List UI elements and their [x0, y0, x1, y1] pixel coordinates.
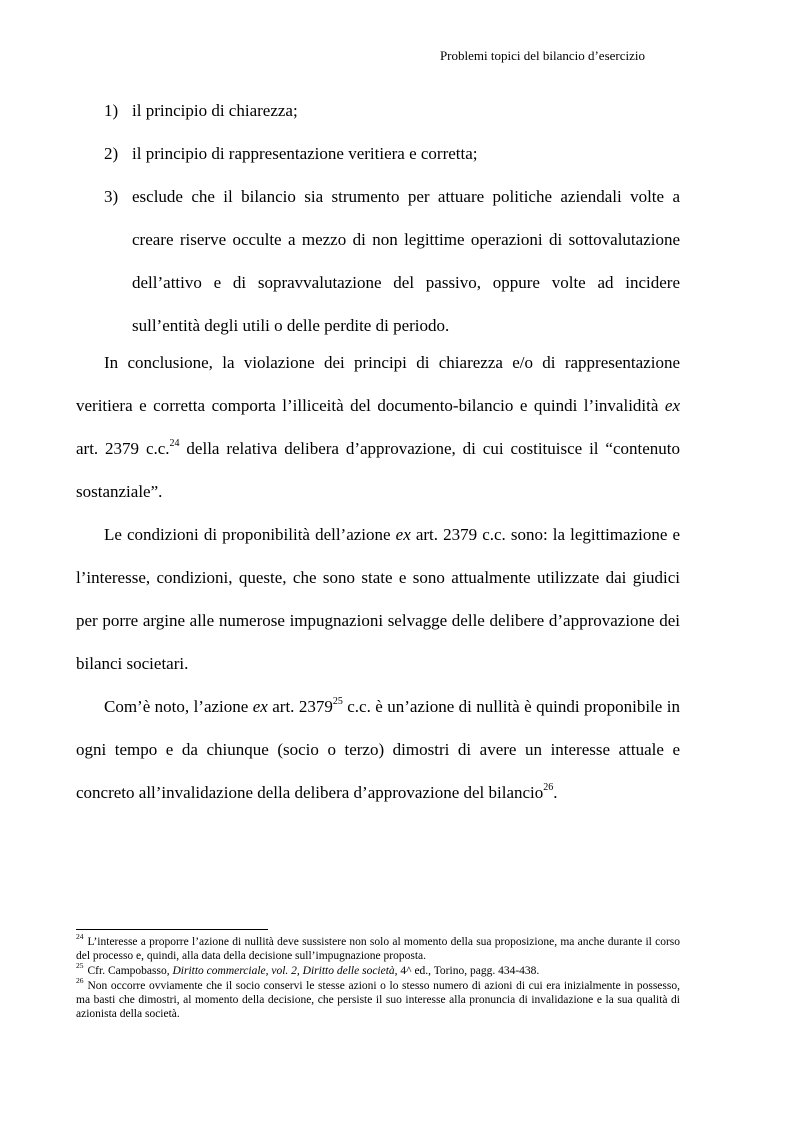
running-header: Problemi topici del bilancio d’esercizio	[439, 48, 645, 63]
footnote: $^{24}$ L’interesse a proporre l’azione di nullità deve sussistere non solo al momento della sua proposizione, ma anche durante il corso del processo e, quindi, alla data della decisione sull’impugnazione proposta.	[76, 932, 680, 962]
list-item-text: il principio di chiarezza;	[132, 101, 298, 120]
list-item	[76, 89, 680, 132]
numbered-list	[76, 89, 680, 347]
list-item	[76, 175, 680, 347]
list-item-text: il principio di rappresentazione veritiera e corretta;	[132, 144, 478, 163]
footnote-ref: 26	[543, 782, 554, 794]
footnote: $^{25}$ Cfr. Campobasso, Diritto commerciale, vol. 2, Diritto delle società, 4^ ed., Torino, pagg. 434-438.	[76, 961, 540, 977]
footnote: $^{26}$ Non occorre ovviamente che il socio conservi le stesse azioni o lo stesso numero di azioni di cui era inizialmente in possesso, ma basti che dimostri, al momento della decisione, che persiste il suo interesse alla pronuncia di invalidazione e la sua qualità di azionista della società.	[76, 976, 680, 1020]
footnote-separator	[76, 929, 268, 930]
paragraph-nullity: Com’è noto, l’azione ex art. 2379$^{25}$ c.c. è un’azione di nullità è quindi proponibile in ogni tempo e da chiunque (socio o terzo) dimostri di avere un interesse attuale e concreto all’invalidazione della delibera d’approvazione del bilancio$^{26}$.	[76, 696, 680, 802]
footnote-number: 25	[76, 961, 84, 971]
footnote-number: 26	[76, 976, 84, 986]
footnote-number: 24	[76, 932, 84, 942]
footnotes	[76, 932, 680, 1022]
list-number: 1)	[104, 101, 119, 120]
footnote-ref: 24	[169, 438, 180, 450]
list-number: 2)	[104, 144, 119, 163]
list-item	[76, 132, 680, 175]
paragraph-conclusion: In conclusione, la violazione dei principi di chiarezza e/o di rappresentazione veritiera e corretta comporta l’illiceità del documento-bilancio e quindi l’invalidità ex art. 2379 c.c.$^{24}$ della relativa delibera d’approvazione, di cui costituisce il “contenuto sostanziale”.	[76, 353, 680, 501]
paragraph-conditions: Le condizioni di proponibilità dell’azione ex art. 2379 c.c. sono: la legittimazione e l’interesse, condizioni, queste, che sono state e sono attualmente utilizzate dai giudici per porre argine alle numerose impugnazioni selvagge delle delibere d’approvazione dei bilanci societari.	[76, 525, 681, 673]
footnote-ref: 25	[332, 696, 343, 708]
body-text	[76, 341, 680, 814]
list-item-text: esclude che il bilancio sia strumento per attuare politiche aziendali volte a creare riserve occulte a mezzo di non legittime operazioni di sottovalutazione dell’attivo e di sopravvalutazione del passivo, oppure volte ad incidere sull’entità degli utili o delle perdite di periodo.	[132, 187, 680, 335]
list-number: 3)	[104, 187, 119, 206]
